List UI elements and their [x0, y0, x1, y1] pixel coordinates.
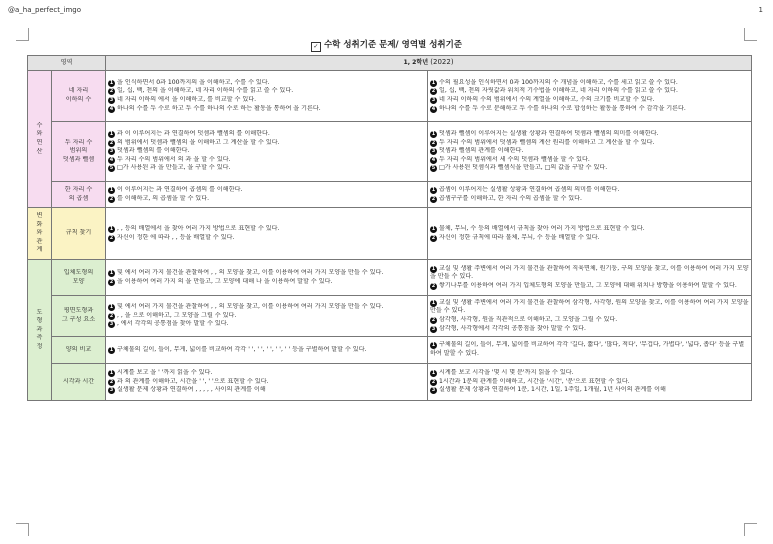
item-text: 네 자리 이하의 에서 을 이해하고, 를 비교할 수 있다.: [117, 96, 257, 103]
standard-item: [430, 369, 749, 378]
standard-cell: [428, 364, 752, 401]
sub-area-label: 한 자리 수: [64, 185, 93, 193]
standard-item: [108, 346, 425, 355]
item-number-badge: 1: [431, 370, 436, 377]
sub-area-label: 범위의: [69, 147, 88, 155]
item-text: 두 자리 수의 범위에서 덧셈과 뺄셈의 계산 원리를 이해하고 그 계산을 할 수 있다.: [439, 138, 655, 146]
item-number-badge: 2: [109, 195, 114, 202]
area-char: 정: [36, 342, 43, 350]
area-char: 관: [36, 237, 43, 245]
item-text: 를 이해하고, 의 곱셈을 할 수 있다.: [117, 194, 210, 202]
area-char: 산: [36, 147, 43, 155]
standard-cell: [428, 208, 752, 260]
blank-standard-cell: [106, 260, 428, 296]
sub-area-cell: [52, 182, 106, 208]
blank-standard-cell: [106, 337, 428, 364]
item-text: 덧셈과 뺄셈의 관계를 이해한다.: [439, 147, 524, 155]
item-number-badge: 2: [431, 317, 436, 323]
standard-item: [430, 325, 749, 334]
sub-area-label: 양의 비교: [65, 345, 92, 353]
item-number-badge: 1: [431, 299, 436, 306]
title-text: 수학 성취기준 문제/ 영역별 성취기준: [323, 40, 463, 50]
item-text: 곱셈구구를 이해하고, 한 자리 수의 곱셈을 할 수 있다.: [439, 194, 582, 202]
item-text: 자신이 정한 규칙에 따라 물체, 무늬, 수 등을 배열할 수 있다.: [439, 233, 600, 241]
standard-item: [108, 96, 425, 105]
standard-item: [430, 96, 749, 105]
watermark: @a_ha_perfect_imgo: [8, 6, 81, 14]
item-text: 삼각형, 사각형에서 각각의 공통점을 찾아 말할 수 있다.: [439, 324, 586, 332]
sub-area-cell: [52, 71, 106, 122]
item-number-badge: 2: [109, 278, 114, 285]
standard-cell: [428, 337, 752, 364]
standard-item: [108, 320, 425, 329]
crop-mark-bottom-left: [16, 523, 29, 536]
standard-item: [430, 186, 749, 195]
item-number-badge: 2: [431, 195, 436, 202]
item-number-badge: 5: [431, 165, 436, 172]
item-text: 자신이 정한 에 따라 , , 등을 배열할 수 있다.: [117, 233, 235, 241]
area-char: 측: [36, 334, 43, 342]
standard-item: [108, 186, 425, 195]
item-text: □가 사용된 덧셈식과 뺄셈식을 만들고, □의 값을 구할 수 있다.: [439, 164, 608, 172]
area-char: 과: [36, 325, 43, 333]
item-text: 시계를 보고 을 ' '까지 읽을 수 있다.: [117, 369, 213, 377]
blank-standard-cell: [106, 71, 428, 122]
blank-standard-cell: [106, 122, 428, 182]
item-number-badge: 3: [109, 387, 114, 394]
item-number-badge: 2: [431, 378, 436, 385]
standard-cell: [428, 182, 752, 208]
item-text: 삼각형, 사각형, 원을 직관적으로 이해하고, 그 모양을 그릴 수 있다.: [439, 316, 618, 323]
item-text: 교실 및 생활 주변에서 여러 가지 물건을 관찰하여 삼각형, 사각형, 원의 모양을 찾고, 이를 이용하여 여러 가지 모양을 만들 수 있다.: [430, 298, 749, 315]
item-text: , , 을 으로 이해하고, 그 모양을 그릴 수 있다.: [117, 311, 237, 319]
standard-item: [430, 316, 749, 325]
blank-standard-cell: [106, 208, 428, 260]
standard-item: [430, 234, 749, 243]
sub-area-label: 시각과 시간: [62, 377, 95, 385]
item-number-badge: 3: [431, 325, 436, 332]
item-text: 구체물의 길이, 들이, 무게, 넓이를 비교하여 각각 ' ', ' ', ' ', ' ', ' ' 등을 구별하여 말할 수 있다.: [117, 345, 367, 353]
sub-area-label: 네 자리: [68, 87, 89, 95]
item-text: 과 이 이루어지는 과 연결하여 덧셈과 뺄셈의 를 이해한다.: [117, 130, 270, 138]
standard-item: [430, 195, 749, 204]
item-number-badge: 1: [109, 304, 114, 311]
sub-area-label: 이하의 수: [65, 96, 92, 103]
sub-area-label: 평면도형과: [63, 307, 94, 315]
item-text: 의 범위에서 덧셈과 뺄셈의 을 이해하고 그 계산을 할 수 있다.: [117, 138, 280, 146]
standard-cell: [428, 71, 752, 122]
sub-area-cell: [52, 122, 106, 182]
table-row: [28, 122, 752, 182]
item-text: 시계를 보고 시각을 '몇 시 몇 분'까지 읽을 수 있다.: [439, 369, 574, 377]
standard-item: [430, 147, 749, 156]
item-text: 일, 십, 백, 천의 을 이해하고, 네 자리 이하의 수를 읽고 쓸 수 있다.: [117, 87, 294, 95]
item-number-badge: 3: [109, 148, 114, 155]
standard-item: [430, 105, 749, 114]
sub-area-cell: [52, 260, 106, 296]
standard-item: [430, 79, 749, 88]
standard-item: [108, 303, 425, 312]
area-cell-geometry: [28, 260, 52, 401]
sub-area-label: 입체도형의: [63, 268, 94, 276]
standard-item: [108, 130, 425, 139]
item-text: 실생활 문제 상황과 연결하여 , , , , , 사이의 관계를 이해: [117, 386, 266, 394]
item-number-badge: 3: [431, 97, 436, 103]
standard-item: [108, 87, 425, 96]
item-text: □가 사용된 과 을 만들고, 을 구할 수 있다.: [117, 164, 231, 172]
item-number-badge: 3: [431, 148, 436, 155]
standard-item: [430, 386, 749, 395]
item-text: , , 등의 배열에서 을 찾아 여러 가지 방법으로 표현할 수 있다.: [117, 224, 280, 232]
standard-cell: [428, 122, 752, 182]
item-number-badge: 2: [109, 234, 114, 241]
area-char: 와: [36, 130, 43, 138]
area-char: 변: [36, 212, 43, 220]
item-text: 덧셈과 뺄셈의 를 이해한다.: [117, 147, 190, 155]
item-number-badge: 4: [431, 105, 436, 112]
page-number: 1: [758, 6, 763, 14]
item-text: 을 이용하여 여러 가지 의 을 만들고, 그 모양에 대해 나 을 이용하여 말할 수 있다.: [117, 277, 333, 285]
item-text: 쌓기나무를 이용하여 여러 가지 입체도형의 모양을 만들고, 그 모양에 대해 위치나 방향을 이용하여 말할 수 있다.: [439, 281, 737, 289]
grade-main: 1, 2학년: [403, 59, 429, 67]
sub-area-cell: [52, 337, 106, 364]
area-char: 연: [36, 139, 43, 146]
table-row: [28, 260, 752, 296]
item-text: 덧셈과 뺄셈이 이루어지는 실생활 상황과 연결하여 덧셈과 뺄셈의 의미를 이해한다.: [439, 130, 659, 138]
standards-table: [27, 55, 752, 401]
area-char: 형: [36, 317, 43, 325]
checkbox-icon: ✓: [311, 42, 321, 52]
item-number-badge: 3: [431, 387, 436, 394]
item-number-badge: 1: [431, 265, 436, 272]
standard-item: [430, 265, 749, 282]
standard-item: [108, 234, 425, 243]
blank-standard-cell: [106, 364, 428, 401]
item-text: 교실 및 생활 주변에서 여러 가지 물건을 관찰하여 직육면체, 원기둥, 구의 모양을 찾고, 이를 이용하여 여러 가지 모양을 만들 수 있다.: [430, 264, 749, 281]
table-header-row: [28, 56, 752, 71]
standard-item: [108, 278, 425, 287]
standard-item: [430, 341, 749, 358]
area-char: 수: [36, 121, 43, 129]
area-header: 영역: [28, 56, 106, 71]
item-number-badge: 1: [109, 370, 114, 377]
item-number-badge: 2: [431, 139, 436, 146]
table-row: [28, 208, 752, 260]
standard-item: [108, 269, 425, 278]
item-number-badge: 2: [431, 88, 436, 95]
item-text: 두 자리 수의 범위에서 의 과 을 할 수 있다.: [117, 155, 231, 163]
area-cell-numbers: [28, 71, 52, 208]
item-number-badge: 1: [109, 269, 114, 276]
sub-area-label: 덧셈과 뺄셈: [62, 155, 95, 163]
item-number-badge: 2: [109, 139, 114, 146]
table-row: [28, 182, 752, 208]
area-char: 와: [36, 229, 43, 237]
item-number-badge: 1: [109, 346, 114, 353]
standard-item: [108, 79, 425, 88]
area-char: 화: [36, 220, 43, 228]
item-number-badge: 5: [109, 165, 114, 172]
standard-item: [430, 130, 749, 139]
item-text: 하나의 수를 두 수로 하고 두 수를 하나의 수로 하는 활동을 통하여 을 기른다.: [117, 104, 321, 112]
blank-standard-cell: [106, 296, 428, 337]
item-text: 및 에서 여러 가지 물건을 관찰하여 , , 의 모양을 찾고, 이를 이용하여 여러 가지 모양을 만들 수 있다.: [117, 268, 384, 276]
table-body: [28, 71, 752, 401]
item-text: 과 의 관계를 이해하고, 시간을 ' ', ' '으로 표현할 수 있다.: [117, 377, 269, 385]
item-number-badge: 2: [109, 378, 114, 385]
standard-item: [108, 164, 425, 173]
item-text: 두 자리 수의 범위에서 세 수의 덧셈과 뺄셈을 할 수 있다.: [439, 155, 590, 163]
standard-item: [430, 164, 749, 173]
item-number-badge: 1: [109, 225, 114, 232]
item-text: 을 인식하면서 0과 100까지의 을 이해하고, 수를 수 있다.: [117, 78, 270, 86]
standard-cell: [428, 296, 752, 337]
document-title: [0, 38, 773, 52]
grade-year: (2022): [430, 58, 454, 67]
area-char: 계: [36, 246, 43, 254]
blank-standard-cell: [106, 182, 428, 208]
standard-item: [108, 225, 425, 234]
item-number-badge: 1: [109, 186, 114, 193]
item-number-badge: 1: [431, 342, 436, 349]
item-number-badge: 4: [431, 156, 436, 163]
standard-item: [430, 299, 749, 316]
standard-item: [108, 195, 425, 204]
item-text: 곱셈이 이루어지는 실생활 상황과 연결하여 곱셈의 의미를 이해한다.: [439, 185, 620, 193]
item-number-badge: 3: [109, 97, 114, 103]
area-char: 도: [36, 308, 43, 316]
standard-item: [430, 378, 749, 387]
item-number-badge: 1: [109, 79, 114, 86]
standard-item: [108, 156, 425, 165]
item-text: 1시간과 1분의 관계를 이해하고, 시간을 '시간', '분'으로 표현할 수 있다.: [439, 377, 630, 385]
table-row: [28, 337, 752, 364]
item-text: 구체물의 길이, 들이, 무게, 넓이를 비교하여 각각 '길다, 짧다', '많다, 적다', '무겁다, 가볍다', '넓다, 좁다' 등을 구별하여 말할 수 있다.: [430, 341, 745, 357]
table-row: [28, 71, 752, 122]
item-number-badge: 3: [109, 321, 114, 328]
crop-mark-bottom-right: [744, 523, 757, 536]
item-text: , 에서 각각의 공통점을 찾아 말할 수 있다.: [117, 320, 229, 328]
standard-item: [108, 139, 425, 148]
sub-area-label: 의 곱셈: [68, 194, 89, 202]
item-text: 네 자리 이하의 수의 범위에서 수의 계열을 이해하고, 수의 크기를 비교할 수 있다.: [439, 96, 655, 103]
sub-area-label: 그 구성 요소: [61, 316, 96, 323]
item-number-badge: 2: [431, 282, 436, 289]
standard-item: [430, 139, 749, 148]
item-number-badge: 4: [109, 105, 114, 112]
standard-item: [108, 147, 425, 156]
standard-item: [430, 87, 749, 96]
item-number-badge: 1: [109, 131, 114, 138]
sub-area-label: 모양: [72, 277, 85, 285]
area-cell-change: [28, 208, 52, 260]
item-number-badge: 2: [431, 234, 436, 241]
standard-item: [108, 369, 425, 378]
sub-area-cell: [52, 364, 106, 401]
item-number-badge: 2: [109, 312, 114, 319]
table-row: [28, 296, 752, 337]
grade-header: [106, 56, 752, 71]
item-text: 이 이루어지는 과 연결하여 곱셈의 를 이해한다.: [117, 185, 243, 193]
sub-area-label: 두 자리 수: [64, 138, 93, 146]
standard-item: [108, 386, 425, 395]
sub-area-cell: [52, 296, 106, 337]
table-row: [28, 364, 752, 401]
item-number-badge: 1: [431, 225, 436, 232]
standard-item: [108, 105, 425, 114]
standard-item: [430, 225, 749, 234]
item-number-badge: 2: [109, 88, 114, 95]
item-text: 수의 필요성을 인식하면서 0과 100까지의 수 개념을 이해하고, 수를 세고 읽고 쓸 수 있다.: [439, 78, 678, 86]
item-number-badge: 4: [109, 156, 114, 163]
item-text: 일, 십, 백, 천의 자릿값과 위치적 기수법을 이해하고, 네 자리 이하의 수를 읽고 쓸 수 있다.: [439, 87, 678, 95]
standard-item: [430, 282, 749, 291]
item-number-badge: 1: [431, 79, 436, 86]
item-text: 하나의 수를 두 수로 분해하고 두 수를 하나의 수로 합성하는 활동을 통하여 수 감각을 기른다.: [439, 104, 686, 112]
standard-item: [108, 378, 425, 387]
sub-area-label: 규칙 찾기: [65, 229, 92, 237]
sub-area-cell: [52, 208, 106, 260]
item-text: 및 에서 여러 가지 물건을 관찰하여 , , 의 모양을 찾고, 이를 이용하여 여러 가지 모양을 만들 수 있다.: [117, 303, 384, 311]
item-text: 물체, 무늬, 수 등의 배열에서 규칙을 찾아 여러 가지 방법으로 표현할 수 있다.: [439, 224, 645, 232]
standard-item: [430, 156, 749, 165]
item-number-badge: 1: [431, 131, 436, 138]
item-number-badge: 1: [431, 186, 436, 193]
standard-cell: [428, 260, 752, 296]
standard-item: [108, 312, 425, 321]
item-text: 실생활 문제 상황과 연결하여 1분, 1시간, 1일, 1주일, 1개월, 1년 사이의 관계를 이해: [439, 386, 666, 394]
